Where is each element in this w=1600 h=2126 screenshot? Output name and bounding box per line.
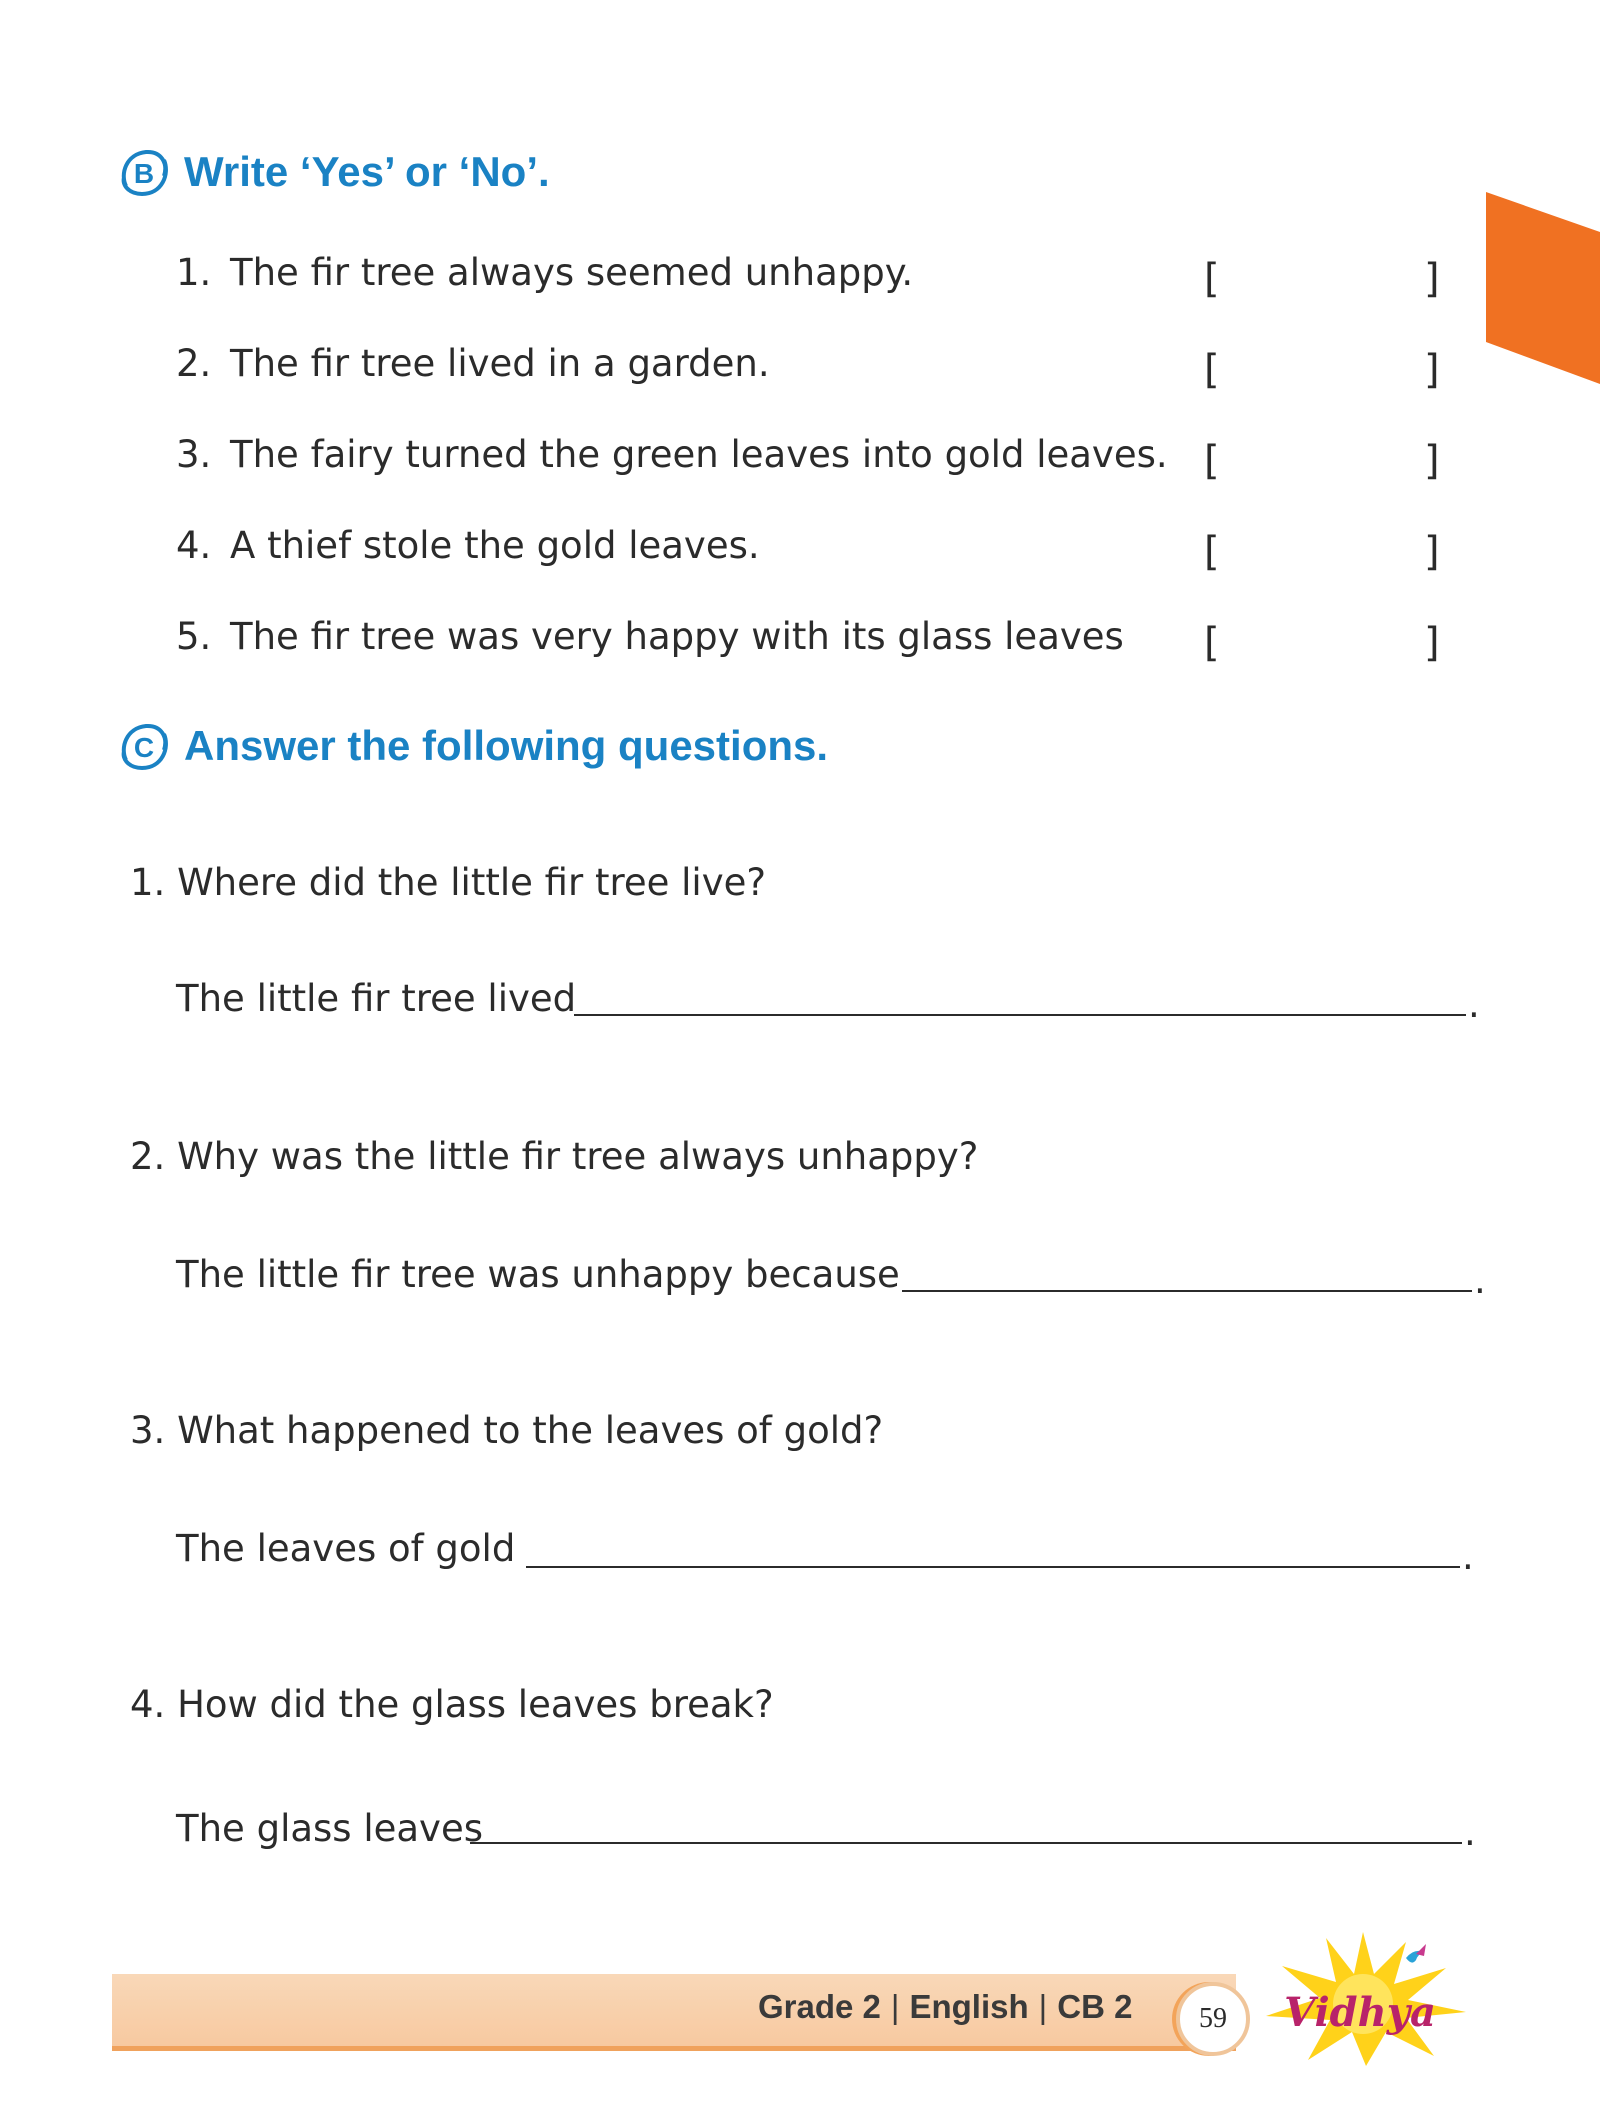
footer-separator: | (890, 1988, 900, 2025)
answer-bracket-close-1: ] (1424, 256, 1440, 302)
answer-prompt-1: The little fir tree lived (176, 977, 577, 1020)
section-b-letter: B (133, 158, 155, 189)
answer-line-2[interactable] (902, 1290, 1472, 1292)
answer-bracket-close-3: ] (1424, 438, 1440, 484)
section-c-badge-icon (118, 720, 170, 772)
answer-bracket-open-2: [ (1204, 347, 1220, 393)
section-b-heading (118, 146, 550, 198)
footer-book: CB 2 (1057, 1988, 1133, 2025)
question-1: 1. Where did the little fir tree live? (130, 861, 766, 904)
question-2: 2. Why was the little fir tree always unhappy? (130, 1135, 979, 1178)
vidhya-logo (1256, 1928, 1470, 2068)
answer-bracket-open-1: [ (1204, 256, 1220, 302)
question-3: 3. What happened to the leaves of gold? (130, 1409, 884, 1452)
answer-period-1: . (1468, 983, 1480, 1026)
footer-label (758, 1988, 1132, 2026)
answer-bracket-open-3: [ (1204, 438, 1220, 484)
answer-bracket-open-5: [ (1204, 620, 1220, 666)
section-c-heading (118, 720, 828, 772)
yes-no-item-2: 2. The fir tree lived in a garden. (176, 342, 770, 385)
yes-no-item-1: 1. The fir tree always seemed unhappy. (176, 251, 914, 294)
section-c-title: Answer the following questions. (184, 722, 829, 769)
section-c-letter: C (133, 732, 155, 763)
orange-corner-tab (1486, 192, 1600, 384)
answer-prompt-4: The glass leaves (176, 1807, 483, 1850)
section-b-badge-icon (118, 146, 170, 198)
yes-no-item-5: 5. The fir tree was very happy with its glass leaves (176, 615, 1124, 658)
logo-text: Vidhya (1284, 1989, 1436, 2036)
answer-prompt-3: The leaves of gold (176, 1527, 516, 1570)
page-number: 59 (1176, 1982, 1250, 2056)
answer-bracket-close-2: ] (1424, 347, 1440, 393)
question-4: 4. How did the glass leaves break? (130, 1683, 774, 1726)
footer-grade: Grade 2 (758, 1988, 881, 2025)
answer-period-3: . (1462, 1535, 1474, 1578)
answer-bracket-open-4: [ (1204, 529, 1220, 575)
answer-period-4: . (1464, 1811, 1476, 1854)
answer-line-1[interactable] (574, 1014, 1466, 1016)
answer-bracket-close-4: ] (1424, 529, 1440, 575)
section-b-title: Write ‘Yes’ or ‘No’. (184, 148, 550, 195)
yes-no-item-3: 3. The fairy turned the green leaves into gold leaves. (176, 433, 1168, 476)
answer-prompt-2: The little fir tree was unhappy because (176, 1253, 900, 1296)
footer-subject: English (909, 1988, 1029, 2025)
footer-separator: | (1038, 1988, 1048, 2025)
answer-line-4[interactable] (470, 1842, 1462, 1844)
answer-period-2: . (1474, 1259, 1486, 1302)
yes-no-item-4: 4. A thief stole the gold leaves. (176, 524, 760, 567)
answer-line-3[interactable] (526, 1566, 1460, 1568)
answer-bracket-close-5: ] (1424, 620, 1440, 666)
